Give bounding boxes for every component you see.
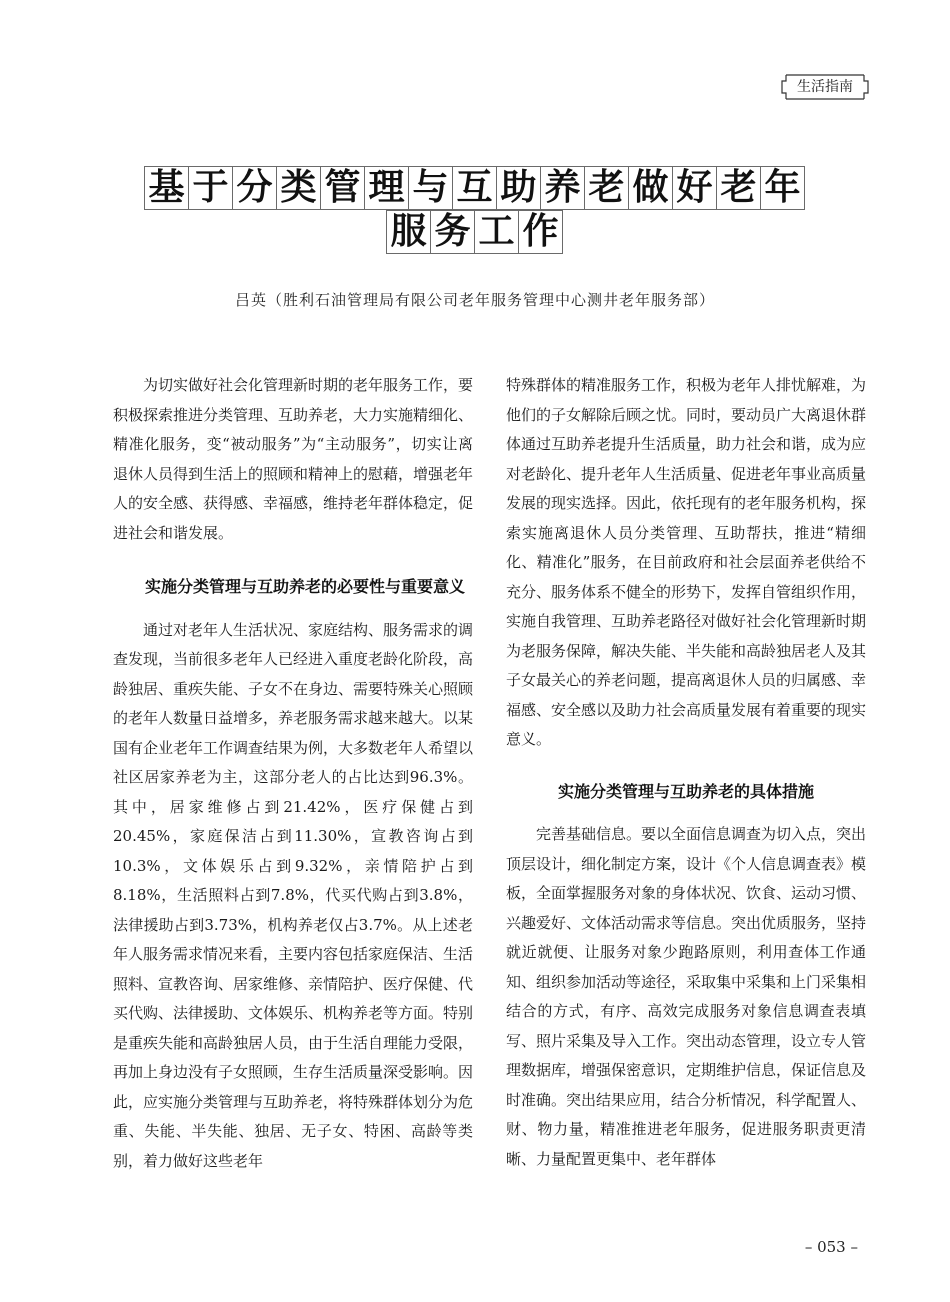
title-char: 类	[276, 166, 321, 210]
article-author: 吕英（胜利石油管理局有限公司老年服务管理中心测井老年服务部）	[234, 291, 715, 309]
title-char: 基	[144, 166, 189, 210]
section-tag-label: 生活指南	[797, 79, 853, 95]
right-column	[506, 371, 866, 1174]
intro-paragraph: 为切实做好社会化管理新时期的老年服务工作，要积极探索推进分类管理、互助养老，大力实施精细化、精准化服务，变“被动服务”为“主动服务”，切实让离退休人员得到生活上的照顾和精神上的慰藉，增强老年人的安全感、获得感、幸福感，维持老年群体稳定，促进社会和谐发展。	[113, 376, 474, 542]
page-number: – 053 –	[804, 1238, 858, 1256]
title-char: 与	[408, 166, 453, 210]
article-title-line-1	[0, 166, 950, 210]
title-char: 互	[452, 166, 497, 210]
left-column	[113, 371, 473, 1176]
body-paragraph-continued: 特殊群体的精准服务工作，积极为老年人排忧解难，为他们的子女解除后顾之忧。同时，要动员广大离退休群体通过互助养老提升生活质量，助力社会和谐，成为应对老龄化、提升老年人生活质量、促进老年事业高质量发展的现实选择。因此，依托现有的老年服务机构，探索实施离退休人员分类管理、互助帮扶，推进“精细化、精准化”服务，在目前政府和社会层面养老供给不充分、服务体系不健全的形势下，发挥自管组织作用，实施自我管理、互助养老路径对做好社会化管理新时期为老服务保障，解决失能、半失能和高龄独居老人及其子女最关心的养老问题，提高离退休人员的归属感、幸福感、安全感以及助力社会高质量发展有着重要的现实意义。	[506, 376, 867, 748]
title-char: 工	[474, 210, 519, 254]
title-char: 助	[496, 166, 541, 210]
title-char: 年	[760, 166, 805, 210]
section-heading-significance: 实施分类管理与互助养老的必要性与重要意义	[145, 577, 466, 596]
body-paragraph: 完善基础信息。要以全面信息调查为切入点，突出顶层设计，细化制定方案，设计《个人信息调查表》模板，全面掌握服务对象的身体状况、饮食、运动习惯、兴趣爱好、文体活动需求等信息。突出优质服务，坚持就近就便、让服务对象少跑路原则，利用查体工作通知、组织参加活动等途径，采取集中采集和上门采集相结合的方式，有序、高效完成服务对象信息调查表填写、照片采集及导入工作。突出动态管理，设立专人管理数据库，增强保密意识，定期维护信息，保证信息及时准确。突出结果应用，结合分析情况，科学配置人、财、物力量，精准推进老年服务，促进服务职责更清晰、力量配置更集中、老年群体	[506, 825, 867, 1168]
title-char: 老	[716, 166, 761, 210]
title-char: 于	[188, 166, 233, 210]
section-tag	[780, 72, 870, 102]
title-char: 管	[320, 166, 365, 210]
section-heading-measures: 实施分类管理与互助养老的具体措施	[557, 781, 814, 801]
article-title-line-2	[0, 210, 950, 254]
title-char: 分	[232, 166, 277, 210]
title-char: 作	[518, 210, 563, 254]
title-char: 服	[386, 210, 431, 254]
body-paragraph: 通过对老年人生活状况、家庭结构、服务需求的调查发现，当前很多老年人已经进入重度老龄化阶段，高龄独居、重疾失能、子女不在身边、需要特殊关心照顾的老年人数量日益增多，养老服务需求越来越大。以某国有企业老年工作调查结果为例，大多数老年人希望以社区居家养老为主，这部分老人的占比达到96.3%。其中，居家维修占到21.42%，医疗保健占到20.45%，家庭保洁占到11.30%，宣教咨询占到10.3%，文体娱乐占到9.32%，亲情陪护占到8.18%，生活照料占到7.8%，代买代购占到3.8%，法律援助占到3.73%，机构养老仅占3.7%。从上述老年人服务需求情况来看，主要内容包括家庭保洁、生活照料、宣教咨询、居家维修、亲情陪护、医疗保健、代买代购、法律援助、文体娱乐、机构养老等方面。特别是重疾失能和高龄独居人员，由于生活自理能力受限，再加上身边没有子女照顾，生存生活质量深受影响。因此，应实施分类管理与互助养老，将特殊群体划分为危重、失能、半失能、独居、无子女、特困、高龄等类别，着力做好这些老年	[113, 620, 474, 1170]
title-char: 务	[430, 210, 475, 254]
title-char: 做	[628, 166, 673, 210]
title-char: 好	[672, 166, 717, 210]
title-char: 理	[364, 166, 409, 210]
title-char: 养	[540, 166, 585, 210]
title-char: 老	[584, 166, 629, 210]
